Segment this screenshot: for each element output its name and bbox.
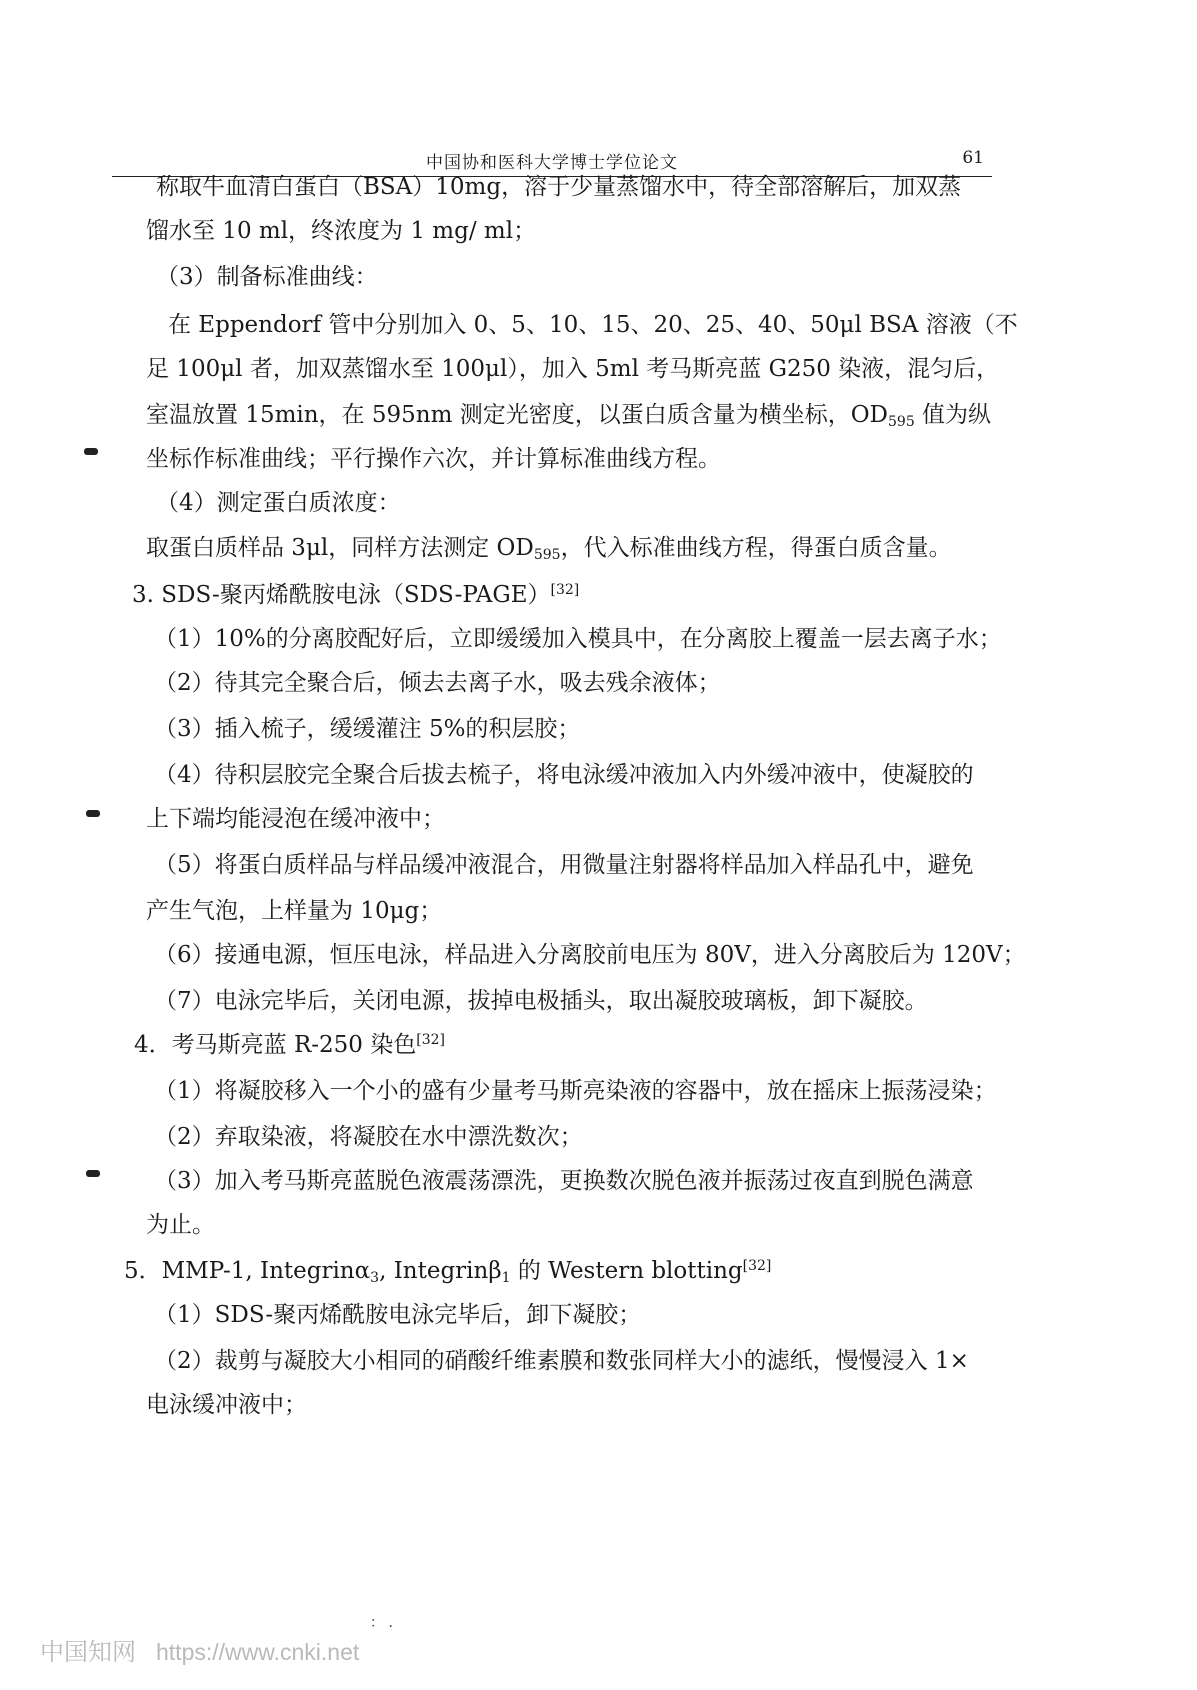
subscript: 1 (501, 1270, 511, 1286)
subheading: （4）测定蛋白质浓度： (156, 490, 401, 516)
section-heading (124, 1256, 771, 1286)
section-heading (134, 1030, 445, 1060)
paragraph-line: 在 Eppendorf 管中分别加入 0、5、10、15、20、25、40、50μl BSA 溶液（不 (168, 312, 1018, 338)
text-run: 取蛋白质样品 3μl，同样方法测定 OD (146, 535, 534, 561)
list-item: （1）10%的分离胶配好后，立即缓缓加入模具中，在分离胶上覆盖一层去离子水； (154, 626, 1002, 652)
list-item: （2）待其完全聚合后，倾去去离子水，吸去残余液体； (154, 670, 721, 696)
paragraph-line: 称取牛血清白蛋白（BSA）10mg，溶于少量蒸馏水中，待全部溶解后，加双蒸 (156, 174, 962, 200)
subscript: 595 (888, 414, 915, 430)
section-title: 4．考马斯亮蓝 R-250 染色 (134, 1032, 417, 1058)
text-run: , Integrinβ (379, 1258, 502, 1284)
list-item: （1）将凝胶移入一个小的盛有少量考马斯亮染液的容器中，放在摇床上振荡浸染； (154, 1078, 997, 1104)
text-run: 5．MMP-1, Integrinα (124, 1258, 371, 1284)
section-title: 3. SDS-聚丙烯酰胺电泳（SDS-PAGE） (132, 582, 551, 608)
scan-mark (86, 1170, 100, 1177)
scan-dots: ： . (370, 1615, 393, 1631)
text-run: 室温放置 15min，在 595nm 测定光密度，以蛋白质含量为横坐标，OD (146, 402, 888, 428)
text-run: ，代入标准曲线方程，得蛋白质含量。 (560, 535, 952, 561)
list-item: （2）弃取染液，将凝胶在水中漂洗数次； (154, 1124, 583, 1150)
paragraph-line: 坐标作标准曲线；平行操作六次，并计算标准曲线方程。 (146, 446, 721, 472)
page-number: 61 (962, 148, 984, 168)
list-item: （7）电泳完毕后，关闭电源，拔掉电极插头，取出凝胶玻璃板，卸下凝胶。 (154, 988, 928, 1014)
paragraph-line: 足 100μl 者，加双蒸馏水至 100μl），加入 5ml 考马斯亮蓝 G250 染液，混匀后， (146, 356, 1000, 382)
watermark-url: https://www.cnki.net (156, 1639, 360, 1665)
text-run: 的 Western blotting (510, 1258, 743, 1284)
subscript: 3 (370, 1270, 380, 1286)
list-item-continuation: 上下端均能浸泡在缓冲液中； (146, 806, 445, 832)
list-item: （2）裁剪与凝胶大小相同的硝酸纤维素膜和数张同样大小的滤纸，慢慢浸入 1× (154, 1348, 969, 1374)
subscript: 595 (533, 547, 561, 563)
citation: [32] (742, 1258, 772, 1274)
citation: [32] (550, 582, 580, 598)
list-item-continuation: 为止。 (146, 1212, 215, 1238)
paragraph-line (146, 533, 952, 563)
paragraph-line (146, 400, 991, 430)
section-heading (132, 580, 579, 610)
subheading: （3）制备标准曲线： (156, 264, 378, 290)
list-item: （3）插入梳子，缓缓灌注 5%的积层胶； (154, 716, 581, 742)
watermark-name: 中国知网 (40, 1639, 136, 1666)
list-item-continuation: 产生气泡，上样量为 10μg； (146, 898, 443, 924)
list-item: （3）加入考马斯亮蓝脱色液震荡漂洗，更换数次脱色液并振荡过夜直到脱色满意 (154, 1168, 974, 1194)
citation: [32] (416, 1032, 445, 1048)
list-item: （5）将蛋白质样品与样品缓冲液混合，用微量注射器将样品加入样品孔中，避免 (154, 852, 974, 878)
header-title: 中国协和医科大学博士学位论文 (426, 153, 678, 173)
list-item: （6）接通电源，恒压电泳，样品进入分离胶前电压为 80V，进入分离胶后为 120V； (154, 942, 1026, 968)
scan-mark (86, 810, 100, 817)
list-item-continuation: 电泳缓冲液中； (146, 1392, 307, 1418)
paragraph-line: 馏水至 10 ml，终浓度为 1 mg/ ml； (146, 218, 537, 244)
scan-mark (84, 448, 98, 455)
text-run: 值为纵 (914, 402, 992, 428)
watermark (40, 1632, 359, 1667)
list-item: （1）SDS-聚丙烯酰胺电泳完毕后，卸下凝胶； (154, 1302, 642, 1328)
list-item: （4）待积层胶完全聚合后拔去梳子，将电泳缓冲液加入内外缓冲液中，使凝胶的 (154, 762, 974, 788)
